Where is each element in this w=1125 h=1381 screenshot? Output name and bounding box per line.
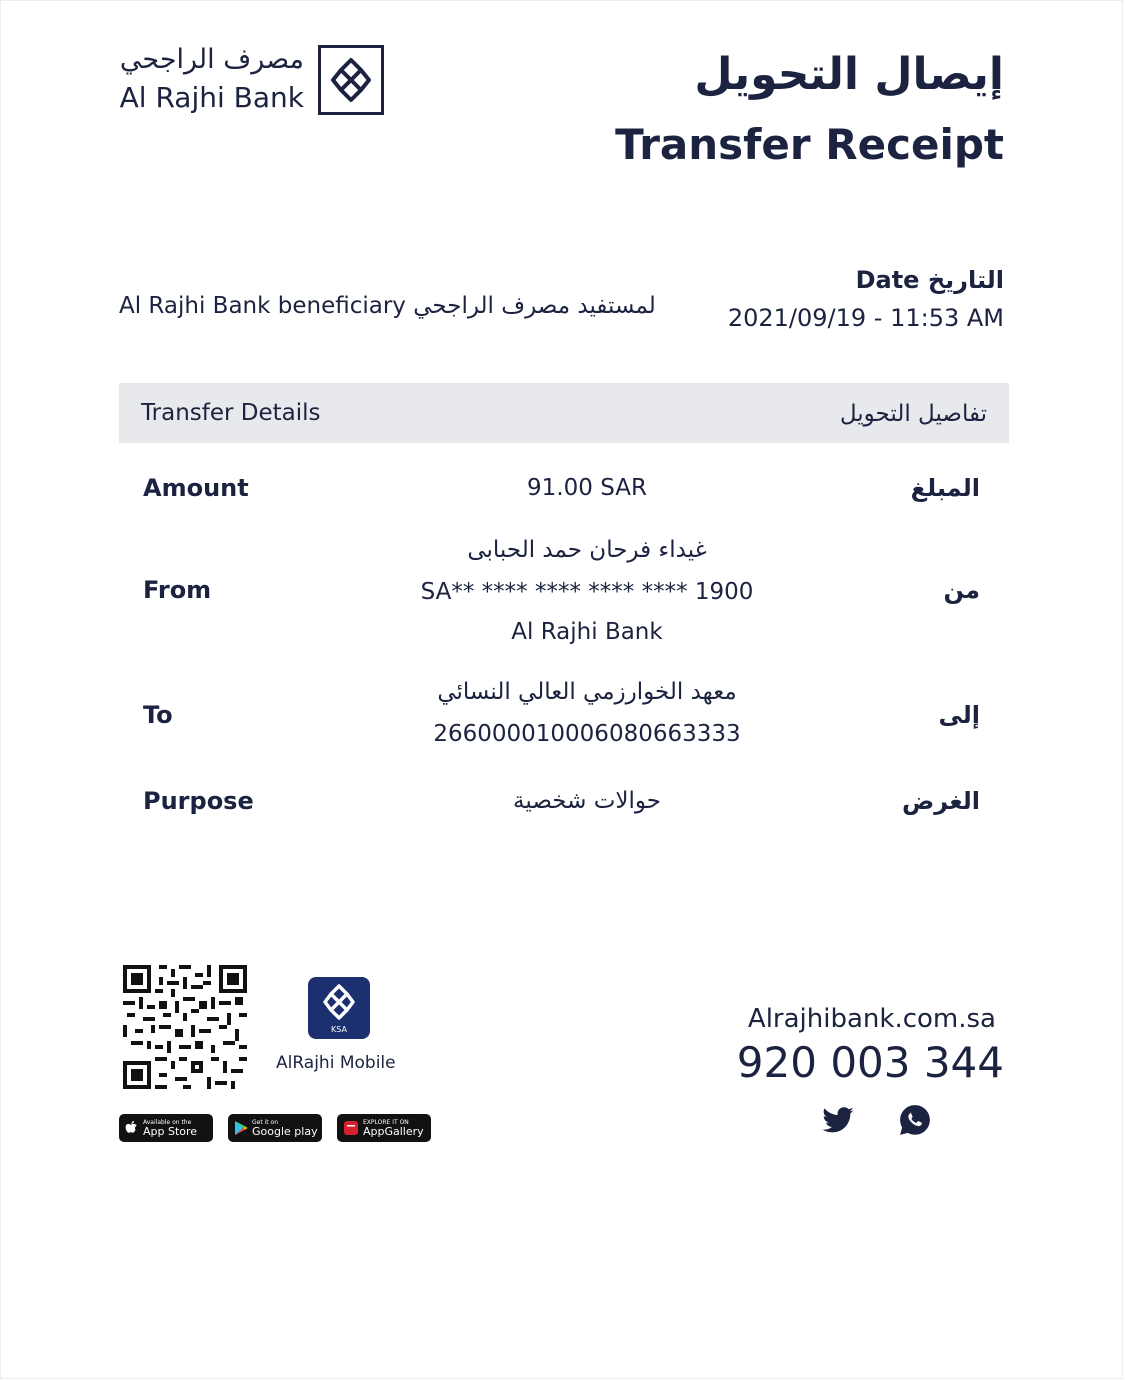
title-ar: إيصال التحويل bbox=[694, 49, 1004, 100]
bank-logo bbox=[119, 43, 384, 115]
website-link[interactable]: Alrajhibank.com.sa bbox=[747, 1004, 996, 1034]
app-badge-text: KSA bbox=[331, 1025, 347, 1034]
phone-number[interactable]: 920 003 344 bbox=[736, 1038, 1004, 1087]
google-play-small-text: Get it on bbox=[252, 1118, 279, 1126]
apple-icon bbox=[125, 1120, 139, 1136]
purpose-label-en: Purpose bbox=[143, 787, 254, 815]
app-store-badge[interactable] bbox=[119, 1114, 213, 1142]
amount-value: 91.00 SAR bbox=[527, 475, 647, 501]
details-header-en: Transfer Details bbox=[141, 400, 321, 426]
to-name: معهد الخوارزمي العالي النسائي bbox=[437, 679, 737, 705]
google-play-text: Google play bbox=[252, 1124, 318, 1138]
app-store-small-text: Available on the bbox=[143, 1118, 192, 1126]
details-header-ar: تفاصيل التحويل bbox=[839, 401, 987, 427]
transfer-details-header bbox=[119, 383, 1009, 443]
beneficiary-type: Al Rajhi Bank beneficiary لمستفيد مصرف الراجحي bbox=[119, 293, 656, 319]
app-name-label: AlRajhi Mobile bbox=[276, 1053, 396, 1073]
whatsapp-icon[interactable] bbox=[898, 1103, 932, 1137]
to-account: 266000010006080663333 bbox=[433, 721, 741, 747]
from-label-ar: من bbox=[943, 576, 980, 604]
from-bank: Al Rajhi Bank bbox=[511, 619, 663, 645]
date-value: 2021/09/19 - 11:53 AM bbox=[727, 304, 1004, 332]
app-gallery-small-text: EXPLORE IT ON bbox=[363, 1118, 409, 1126]
purpose-value: حوالات شخصية bbox=[513, 788, 661, 814]
from-name: غيداء فرحان حمد الحبابى bbox=[467, 537, 707, 563]
logo-name-ar: مصرف الراجحي bbox=[119, 44, 304, 75]
huawei-icon bbox=[343, 1120, 359, 1136]
amount-label-ar: المبلغ bbox=[910, 474, 980, 502]
from-label-en: From bbox=[143, 576, 212, 604]
date-label: Date التاريخ bbox=[855, 266, 1004, 294]
to-label-ar: إلى bbox=[938, 701, 980, 729]
amount-label-en: Amount bbox=[143, 474, 249, 502]
purpose-label-ar: الغرض bbox=[902, 787, 980, 815]
title-en: Transfer Receipt bbox=[615, 120, 1004, 169]
alrajhi-mobile-app-icon[interactable] bbox=[308, 977, 370, 1039]
google-play-badge[interactable] bbox=[228, 1114, 322, 1142]
app-store-text: App Store bbox=[143, 1124, 198, 1138]
google-play-icon bbox=[234, 1120, 248, 1136]
bank-emblem-icon bbox=[318, 45, 384, 115]
from-account: SA** **** **** **** **** 1900 bbox=[420, 579, 754, 605]
twitter-icon[interactable] bbox=[821, 1103, 855, 1137]
logo-name-en: Al Rajhi Bank bbox=[119, 81, 304, 114]
app-gallery-text: AppGallery bbox=[363, 1124, 424, 1138]
qr-code[interactable] bbox=[123, 965, 247, 1089]
to-label-en: To bbox=[143, 701, 173, 729]
app-gallery-badge[interactable] bbox=[337, 1114, 431, 1142]
